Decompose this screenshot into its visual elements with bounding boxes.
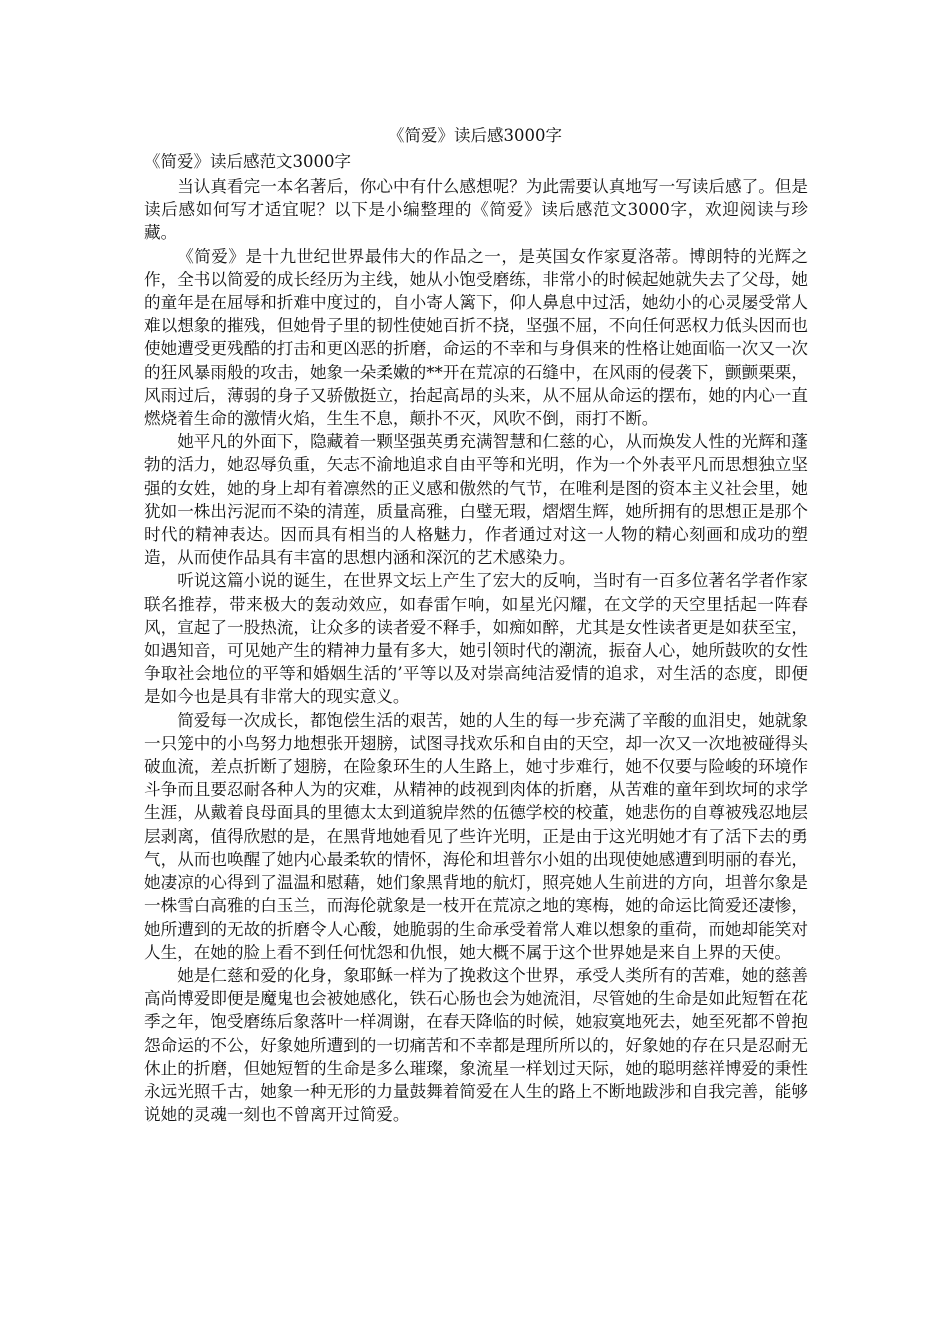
- paragraph-overview: 《简爱》是十九世纪世界最伟大的作品之一，是英国女作家夏洛蒂。博朗特的光辉之作，全书以简爱的成长经历为主线，她从小饱受磨练，非常小的时候起她就失去了父母，她的童年是在屈辱和折难中度过的，自小寄人篱下，仰人鼻息中过活，她幼小的心灵屡受常人难以想象的摧残，但她骨子里的韧性使她百折不挠，坚强不屈，不向任何恶权力低头因而也使她遭受更残酷的打击和更凶恶的折磨，命运的不幸和与身俱来的性格让她面临一次又一次的狂风暴雨般的攻击，她象一朵柔嫩的**开在荒凉的石缝中，在风雨的侵袭下，颤颤栗栗，风雨过后，薄弱的身子又骄傲挺立，抬起高昂的头来，从不屈从命运的摆布，她的内心一直燃烧着生命的激情火焰，生生不息，颠扑不灭，风吹不倒，雨打不断。: [144, 246, 808, 429]
- paragraph-helen: 她是仁慈和爱的化身，象耶稣一样为了挽救这个世界，承受人类所有的苦难，她的慈善高尚博爱即便是魔鬼也会被她感化，铁石心肠也会为她流泪，尽管她的生命是如此短暂在花季之年，饱受磨练后象落叶一样凋谢，在春天降临的时候，她寂寞地死去，她至死都不曾抱怨命运的不公，好象她所遭到的一切痛苦和不幸都是理所所以的，好象她的存在只是忍耐无休止的折磨，但她短暂的生命是多么璀璨，象流星一样划过天际，她的聪明慈祥博爱的秉性永远光照千古，她象一种无形的力量鼓舞着简爱在人生的路上不断地跋涉和自我完善，能够说她的灵魂一刻也不曾离开过简爱。: [144, 965, 808, 1125]
- paragraph-reception: 听说这篇小说的诞生，在世界文坛上产生了宏大的反响，当时有一百多位著名学者作家联名推荐，带来极大的轰动效应，如春雷乍响，如星光闪耀，在文学的天空里括起一阵春风，宣起了一股热流，让众多的读者爱不释手，如痴如醉，尤其是女性读者更是如获至宝，如遇知音，可见她产生的精神力量有多大，她引领时代的潮流，振奋人心，她所鼓吹的女性争取社会地位的平等和婚姻生活的’平等以及对崇高纯洁爱情的追求，对生活的态度，即便是如今也是具有非常大的现实意义。: [144, 571, 808, 707]
- document-subtitle: 《简爱》读后感范文3000字: [144, 152, 351, 171]
- paragraph-growth: 简爱每一次成长，都饱偿生活的艰苦，她的人生的每一步充满了辛酸的血泪史，她就象一只笼中的小鸟努力地想张开翅膀，试图寻找欢乐和自由的天空，却一次又一次地被碰得头破血流，差点折断了翅膀，在险象环生的人生路上，她寸步难行，她不仅要与险峻的环境作斗争而且要忍耐各种人为的灾难，从精神的歧视到肉体的折磨，从苦难的童年到坎坷的求学生涯，从戴着良母面具的里德太太到道貌岸然的伍德学校的校董，她悲伤的自尊被残忍地层层剥离，值得欣慰的是，在黑背地她看见了些许光明，正是由于这光明她才有了活下去的勇气，从而也唤醒了她内心最柔软的情怀，海伦和坦普尔小姐的出现使她感遭到明丽的春光，她凄凉的心得到了温温和慰藉，她们象黑背地的航灯，照亮她人生前进的方向，坦普尔象是一株雪白高雅的白玉兰，而海伦就象是一枝开在荒凉之地的寒梅，她的命运比简爱还凄惨，她所遭到的无故的折磨令人心酸，她脆弱的生命承受着常人难以想象的重荷，而她却能笑对人生，在她的脸上看不到任何忧怨和仇恨，她大概不属于这个世界她是来自上界的天使。: [144, 710, 808, 962]
- document-body: [144, 175, 808, 1126]
- document-title: 《简爱》读后感3000字: [388, 126, 562, 145]
- paragraph-character: 她平凡的外面下，隐藏着一颗坚强英勇充满智慧和仁慈的心，从而焕发人性的光辉和蓬勃的活力，她忍辱负重，矢志不渝地追求自由平等和光明，作为一个外表平凡而思想独立坚强的女姓，她的身上却有着凛然的正义感和傲然的气节，在唯利是图的资本主义社会里，她犹如一株出污泥而不染的清莲，质量高雅，白璧无瑕，熠熠生辉，她所拥有的思想正是那个时代的精神表达。因而具有相当的人格魅力，作者通过对这一人物的精心刻画和成功的塑造，从而使作品具有丰富的思想内涵和深沉的艺术感染力。: [144, 432, 808, 568]
- paragraph-intro: 当认真看完一本名著后，你心中有什么感想呢？为此需要认真地写一写读后感了。但是读后感如何写才适宜呢？以下是小编整理的《简爱》读后感范文3000字，欢迎阅读与珍藏。: [144, 177, 808, 243]
